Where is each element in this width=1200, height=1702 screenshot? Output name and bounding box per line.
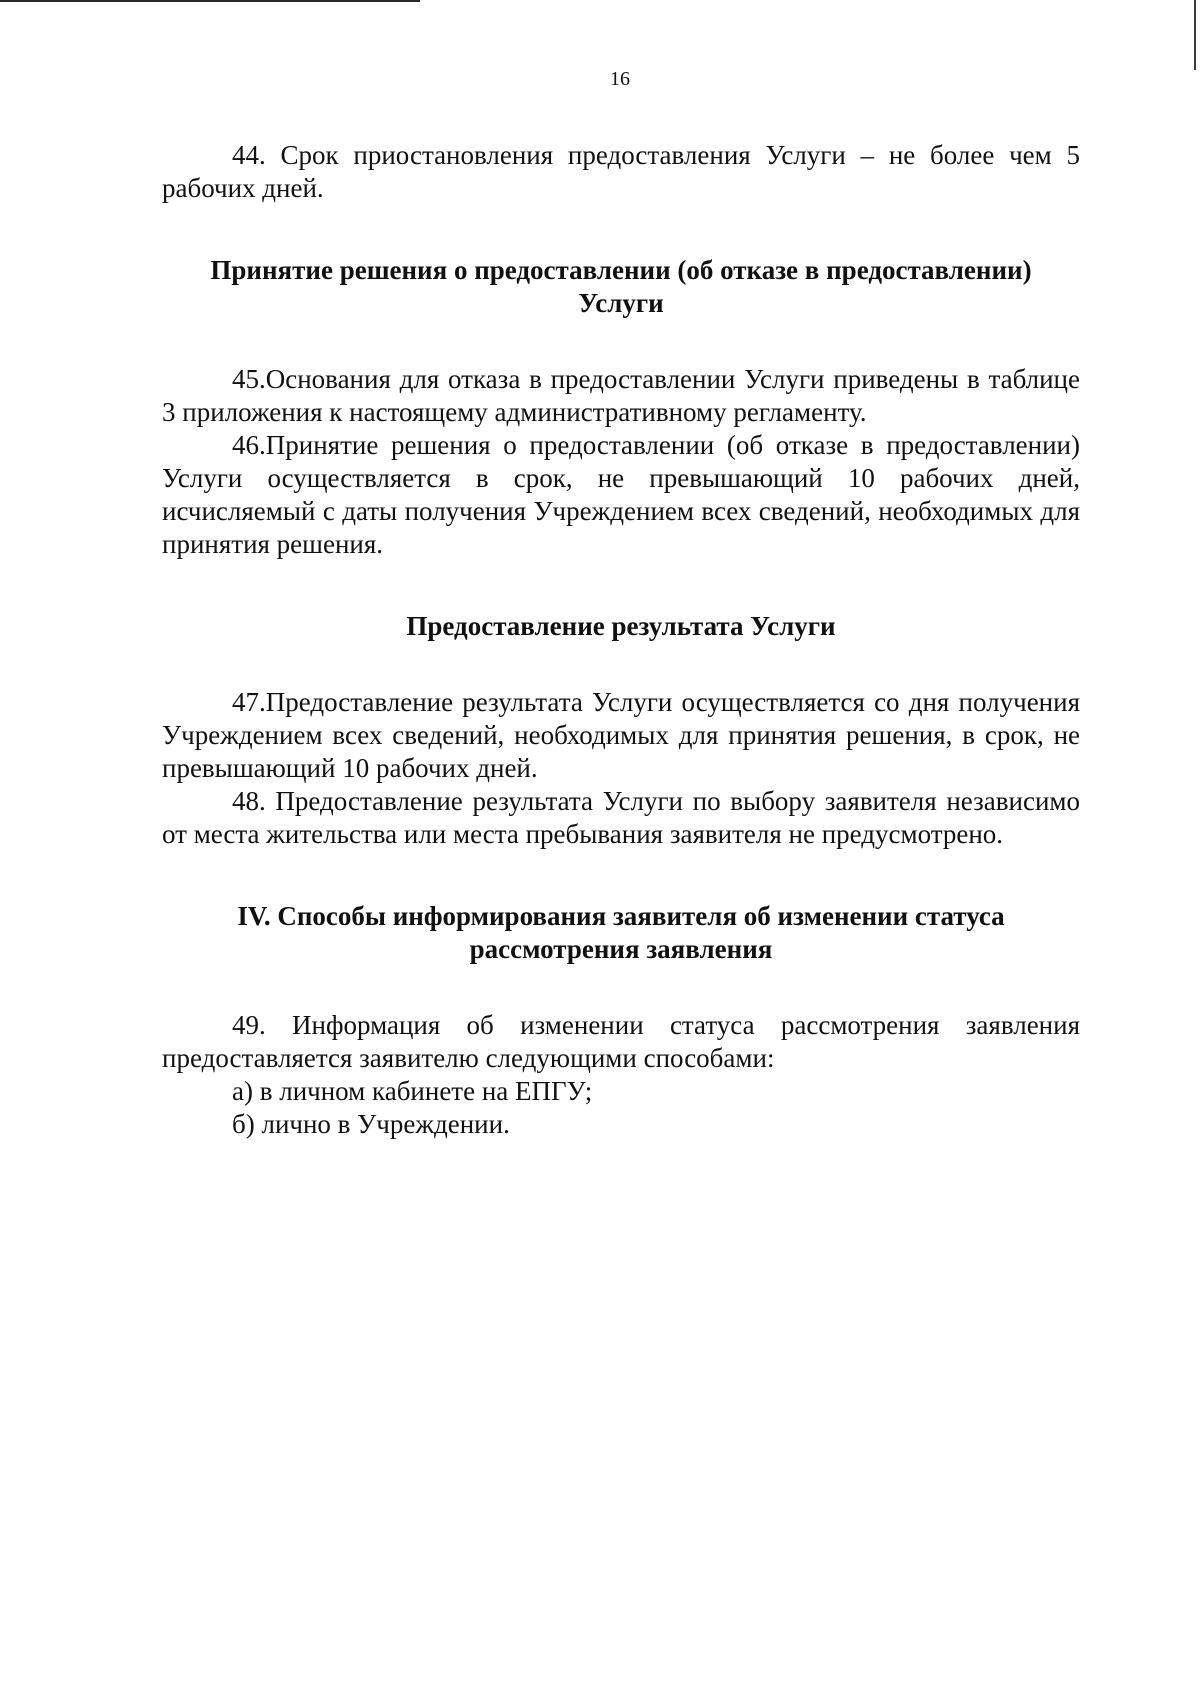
scan-edge-line (0, 0, 420, 2)
paragraph-45: 45.Основания для отказа в предоставлении Услуги приведены в таблице 3 приложения к настоящему административному регламенту. (162, 364, 1080, 427)
list-item-b: б) лично в Учреждении. (232, 1109, 510, 1139)
paragraph-47: 47.Предоставление результата Услуги осуществляется со дня получения Учреждением всех сведений, необходимых для принятия решения, в срок, не превышающий 10 рабочих дней. (162, 687, 1080, 783)
section-heading-result: Предоставление результата Услуги (406, 611, 836, 641)
paragraph-44: 44. Срок приостановления предоставления Услуги – не более чем 5 рабочих дней. (162, 140, 1080, 203)
list-item-a: а) в личном кабинете на ЕПГУ; (232, 1076, 593, 1106)
scan-edge-line (1194, 0, 1196, 70)
paragraph-48: 48. Предоставление результата Услуги по выбору заявителя независимо от места жительства или места пребывания заявителя не предусмотрено. (162, 786, 1080, 849)
page-number: 16 (610, 68, 630, 90)
paragraph-49: 49. Информация об изменении статуса рассмотрения заявления предоставляется заявителю следующими способами: (162, 1010, 1080, 1073)
section-heading-decision: Принятие решения о предоставлении (об отказе в предоставлении) Услуги (210, 255, 1032, 318)
document-body (162, 139, 1080, 1141)
section-heading-informing: IV. Способы информирования заявителя об изменении статуса рассмотрения заявления (237, 901, 1005, 964)
paragraph-46: 46.Принятие решения о предоставлении (об отказе в предоставлении) Услуги осуществляется в срок, не превышающий 10 рабочих дней, исчисляемый с даты получения Учреждением всех сведений, необходимых для принятия решения. (162, 430, 1080, 559)
